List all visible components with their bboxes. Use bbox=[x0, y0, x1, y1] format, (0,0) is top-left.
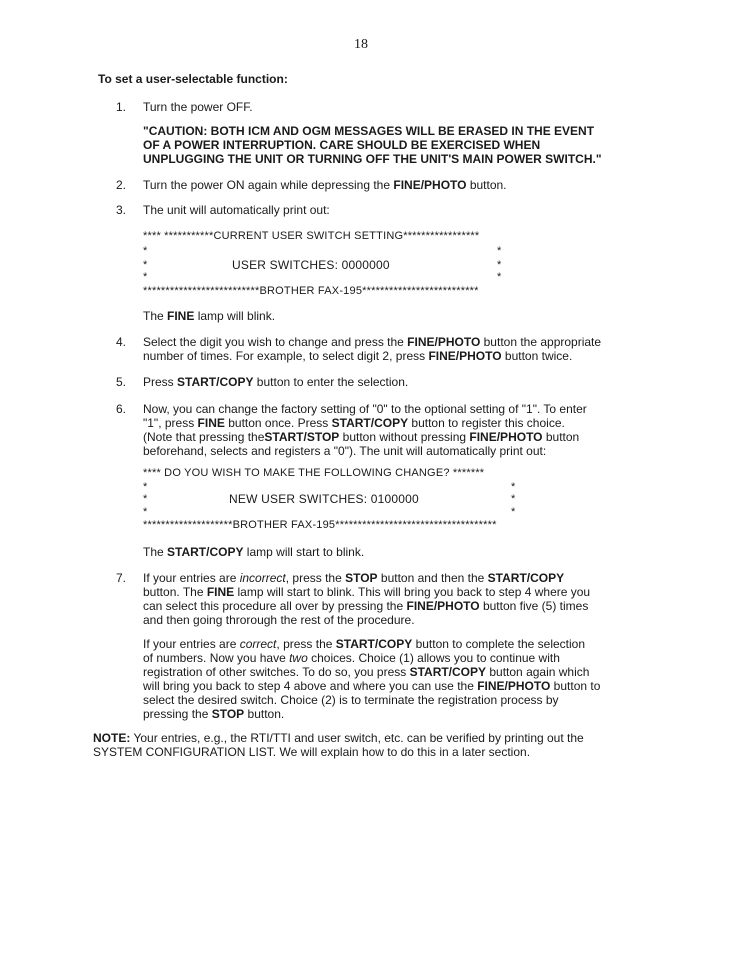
text-run: button once. Press bbox=[224, 416, 332, 430]
text-run: lamp will start to blink. This will bring you back to step 4 where you bbox=[234, 585, 591, 599]
lamp-name: START/COPY bbox=[167, 545, 244, 559]
printout-header: **** DO YOU WISH TO MAKE THE FOLLOWING CHANGE? ******* bbox=[143, 467, 485, 479]
caution-line: OF A POWER INTERRUPTION. CARE SHOULD BE EXERCISED WHEN bbox=[143, 138, 541, 152]
text-run: button without pressing bbox=[339, 430, 470, 444]
text-run: The bbox=[143, 309, 168, 323]
step-number: 3. bbox=[116, 203, 127, 217]
button-name: START/COPY bbox=[335, 637, 413, 651]
step-text: Turn the power OFF. bbox=[143, 100, 253, 114]
text-run: Turn the power ON again while depressing the bbox=[143, 178, 394, 192]
step-number: 6. bbox=[116, 402, 127, 416]
button-name: FINE/PHOTO bbox=[469, 430, 543, 444]
button-name: START/COPY bbox=[331, 416, 409, 430]
lamp-name: FINE bbox=[206, 585, 235, 599]
printout-star: * bbox=[143, 506, 148, 518]
button-name: FINE bbox=[197, 416, 225, 430]
step-text bbox=[143, 375, 408, 389]
text-line: Now, you can change the factory setting of "0" to the optional setting of "1". To enter bbox=[143, 402, 587, 416]
button-name: FINE/PHOTO bbox=[477, 679, 551, 693]
step-number: 5. bbox=[116, 375, 127, 389]
printout-star: * bbox=[511, 506, 516, 518]
printout-star: * bbox=[143, 481, 148, 493]
printout-star: * bbox=[143, 259, 148, 271]
text-run: number of times. For example, to select digit 2, press bbox=[143, 349, 429, 363]
printout-star: * bbox=[497, 259, 502, 271]
text-run: button again which bbox=[486, 665, 590, 679]
text-run: button bbox=[542, 430, 580, 444]
text-run: button and then the bbox=[377, 571, 488, 585]
text-run: button twice. bbox=[501, 349, 573, 363]
text-run: of numbers. Now you have bbox=[143, 651, 290, 665]
button-name: STOP bbox=[211, 707, 245, 721]
lamp-name: FINE bbox=[167, 309, 195, 323]
printout-value: NEW USER SWITCHES: 0100000 bbox=[229, 492, 419, 506]
text-run: button to bbox=[550, 679, 601, 693]
text-run: can select this procedure all over by pressing the bbox=[143, 599, 407, 613]
text-run: Select the digit you wish to change and press the bbox=[143, 335, 408, 349]
printout-star: * bbox=[497, 271, 502, 283]
caution-line: "CAUTION: BOTH ICM AND OGM MESSAGES WILL BE ERASED IN THE EVENT bbox=[143, 124, 595, 138]
note-label: NOTE: bbox=[93, 731, 131, 745]
text-run: button to register this choice. bbox=[408, 416, 565, 430]
text-line: beforehand, selects and registers a "0"). The unit will automatically print out: bbox=[143, 444, 547, 458]
text-run: registration of other switches. To do so, you press bbox=[143, 665, 410, 679]
button-name: START/STOP bbox=[264, 430, 340, 444]
emphasis: correct bbox=[239, 637, 277, 651]
caution-line: UNPLUGGING THE UNIT OR TURNING OFF THE UNIT'S MAIN POWER SWITCH." bbox=[143, 152, 602, 166]
note-block bbox=[93, 731, 584, 759]
text-run: choices. Choice (1) allows you to continue with bbox=[307, 651, 560, 665]
text-line: and then going throrough the rest of the procedure. bbox=[143, 613, 415, 627]
text-run: lamp will start to blink. bbox=[243, 545, 365, 559]
printout-footer: ********************BROTHER FAX-195************************************ bbox=[143, 519, 497, 531]
button-name: START/COPY bbox=[409, 665, 487, 679]
text-run: pressing the bbox=[143, 707, 212, 721]
printout-star: * bbox=[143, 271, 148, 283]
emphasis: incorrect bbox=[239, 571, 286, 585]
button-name: STOP bbox=[345, 571, 378, 585]
button-name: FINE/PHOTO bbox=[428, 349, 502, 363]
printout-footer: **************************BROTHER FAX-195************************** bbox=[143, 285, 479, 297]
step-text bbox=[143, 402, 587, 458]
page-number: 18 bbox=[354, 37, 368, 52]
text-run: If your entries are bbox=[143, 571, 240, 585]
section-heading: To set a user-selectable function: bbox=[98, 72, 288, 86]
text-line: select the desired switch. Choice (2) is to terminate the registration process by bbox=[143, 693, 559, 707]
printout-value: USER SWITCHES: 0000000 bbox=[232, 258, 390, 272]
note-line bbox=[143, 309, 275, 323]
text-run: , press the bbox=[285, 571, 346, 585]
text-run: "1", press bbox=[143, 416, 198, 430]
printout-star: * bbox=[511, 493, 516, 505]
text-run: will bring you back to step 4 above and where you can use the bbox=[143, 679, 478, 693]
text-run: (Note that pressing the bbox=[143, 430, 265, 444]
text-run: button to complete the selection bbox=[412, 637, 586, 651]
text-run: If your entries are bbox=[143, 637, 240, 651]
step-text bbox=[143, 335, 601, 363]
step-text bbox=[143, 178, 507, 192]
emphasis: two bbox=[289, 651, 308, 665]
text-run: lamp will blink. bbox=[194, 309, 276, 323]
text-run: , press the bbox=[276, 637, 336, 651]
text-run: button five (5) times bbox=[479, 599, 589, 613]
button-name: FINE/PHOTO bbox=[406, 599, 480, 613]
step-text: The unit will automatically print out: bbox=[143, 203, 330, 217]
step-text bbox=[143, 637, 600, 721]
button-name: FINE/PHOTO bbox=[407, 335, 481, 349]
step-number: 7. bbox=[116, 571, 127, 585]
text-run: The bbox=[143, 545, 168, 559]
text-run: Press bbox=[143, 375, 178, 389]
printout-star: * bbox=[143, 245, 148, 257]
text-run: button. bbox=[466, 178, 507, 192]
button-name: START/COPY bbox=[487, 571, 565, 585]
step-number: 2. bbox=[116, 178, 127, 192]
caution-block bbox=[143, 125, 602, 167]
text-line: SYSTEM CONFIGURATION LIST. We will explain how to do this in a later section. bbox=[93, 745, 531, 759]
step-text bbox=[143, 571, 590, 627]
text-run: button. bbox=[244, 707, 285, 721]
text-run: button the appropriate bbox=[480, 335, 602, 349]
button-name: START/COPY bbox=[177, 375, 254, 389]
printout-star: * bbox=[497, 245, 502, 257]
note-line bbox=[143, 545, 364, 559]
step-number: 4. bbox=[116, 335, 127, 349]
step-number: 1. bbox=[116, 100, 127, 114]
text-run: button. The bbox=[143, 585, 207, 599]
printout-star: * bbox=[511, 481, 516, 493]
text-run: Your entries, e.g., the RTI/TTI and user switch, etc. can be verified by printing out the bbox=[130, 731, 584, 745]
printout-star: * bbox=[143, 493, 148, 505]
text-run: button to enter the selection. bbox=[253, 375, 409, 389]
printout-header: **** ***********CURRENT USER SWITCH SETTING***************** bbox=[143, 230, 480, 242]
button-name: FINE/PHOTO bbox=[393, 178, 467, 192]
